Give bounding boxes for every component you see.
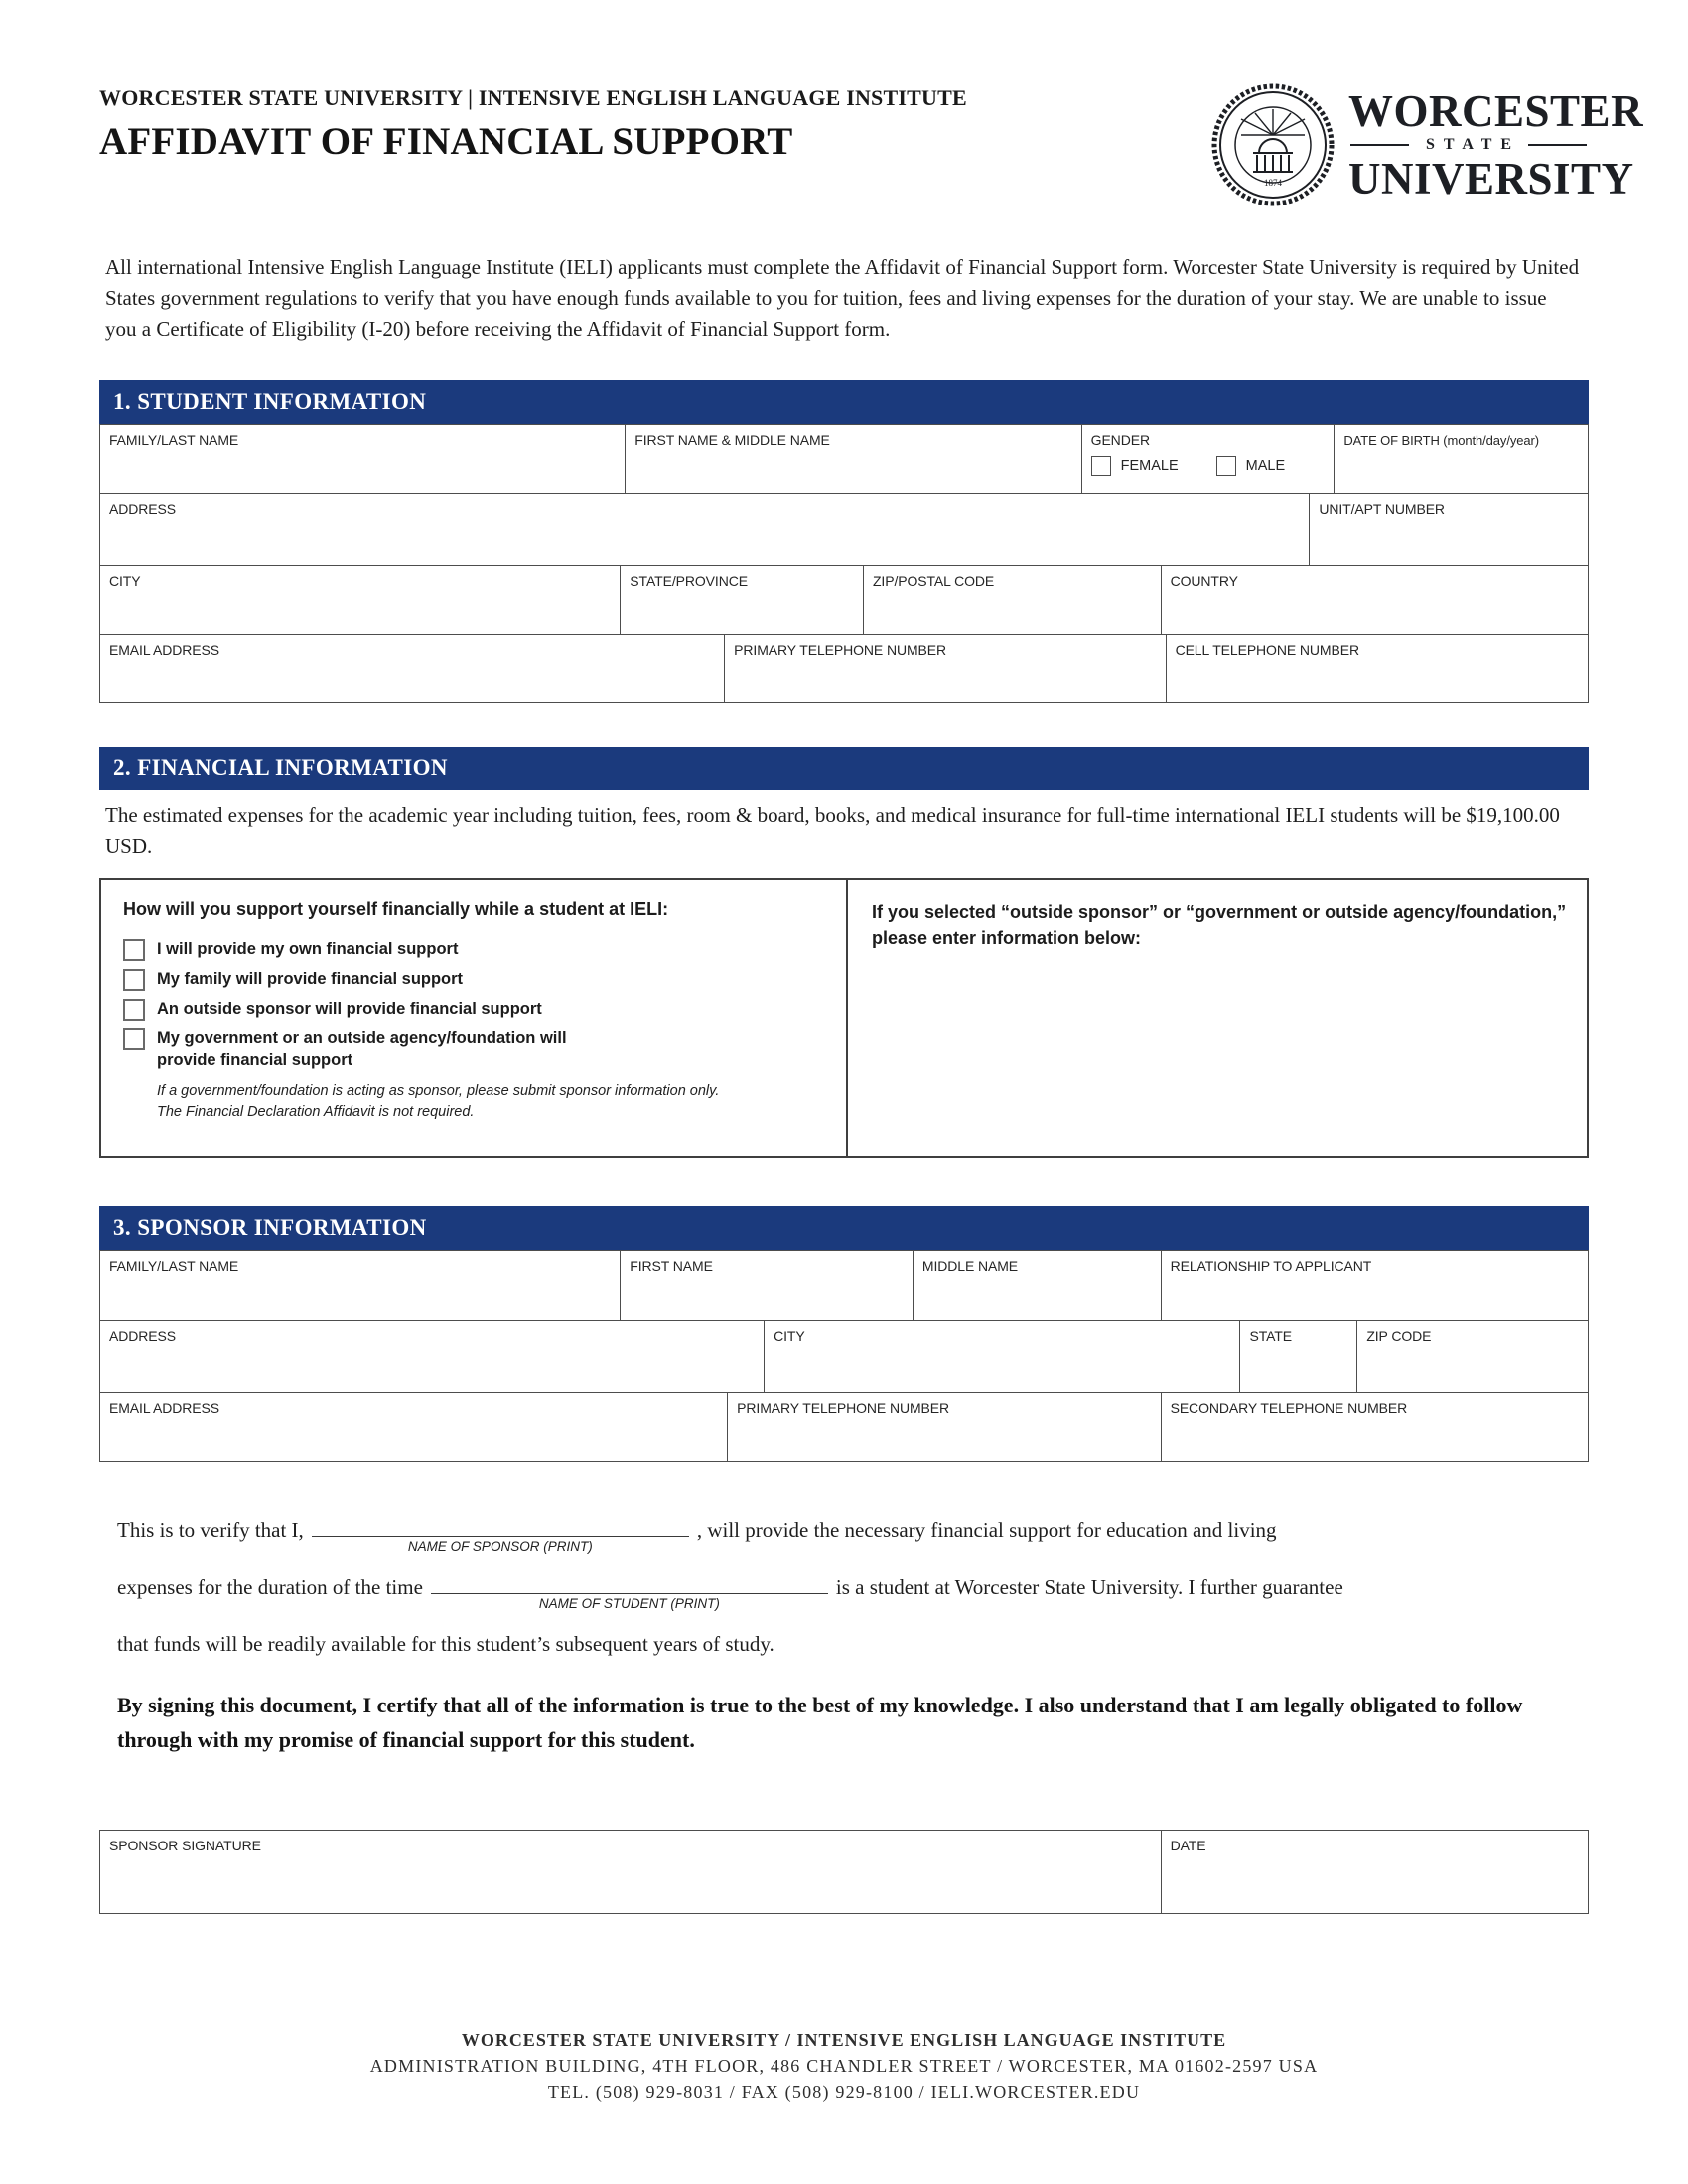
sponsor-zip-label: ZIP CODE	[1366, 1328, 1432, 1344]
dob-label: DATE OF BIRTH (month/day/year)	[1343, 433, 1539, 448]
sponsor-email-label: EMAIL ADDRESS	[109, 1400, 219, 1416]
female-checkbox[interactable]	[1091, 456, 1111, 476]
sponsor-middle-name-label: MIDDLE NAME	[921, 1258, 1019, 1274]
cell-phone-label: CELL TELEPHONE NUMBER	[1175, 642, 1359, 658]
family-support-checkbox[interactable]	[123, 969, 145, 991]
footer-address-line: ADMINISTRATION BUILDING, 4TH FLOOR, 486 CHANDLER STREET / WORCESTER, MA 01602-2597 USA	[369, 2056, 1319, 2076]
sponsor-name-blank[interactable]	[312, 1517, 689, 1554]
sponsor-signature-field[interactable]	[100, 1831, 1162, 1913]
option-government-support	[123, 1027, 828, 1071]
footer	[0, 2027, 1688, 2105]
section3-title: 3. SPONSOR INFORMATION	[113, 1215, 427, 1240]
option-label: I will provide my own financial support	[157, 940, 459, 958]
university-logo	[1211, 83, 1644, 206]
country-label: COUNTRY	[1170, 573, 1238, 589]
date-label: DATE	[1170, 1838, 1206, 1853]
address-label: ADDRESS	[109, 501, 176, 517]
email-field[interactable]	[100, 635, 725, 702]
first-middle-name-label: FIRST NAME & MIDDLE NAME	[634, 432, 830, 448]
table-row	[100, 566, 1588, 635]
financial-support-box	[99, 878, 1589, 1158]
affirmation-line2	[117, 1574, 1589, 1611]
sponsor-name-blank-label: NAME OF SPONSOR (PRINT)	[407, 1539, 593, 1554]
sponsor-city-label: CITY	[774, 1328, 805, 1344]
primary-phone-field[interactable]	[725, 635, 1166, 702]
relationship-field[interactable]	[1162, 1251, 1588, 1320]
section3-header	[99, 1206, 1589, 1250]
sponsor-entry-heading: If you selected “outside sponsor” or “government or outside agency/foundation,” please enter information below:	[872, 902, 1567, 948]
state-province-field[interactable]	[621, 566, 864, 634]
table-row	[100, 635, 1588, 703]
form-content	[99, 0, 1644, 2184]
dob-field[interactable]	[1335, 425, 1588, 493]
family-name-field[interactable]	[100, 425, 626, 493]
option-label: An outside sponsor will provide financial support	[157, 1000, 542, 1018]
affirmation-line1	[117, 1517, 1589, 1554]
own-support-checkbox[interactable]	[123, 939, 145, 961]
intro-paragraph: All international Intensive English Language Institute (IELI) applicants must complete the Affidavit of Financial Support form. Worcester State University is required by United States government regulations to verify that you have enough funds available to you for tuition, fees and living expenses for the duration of your stay. We are unable to issue you a Certificate of Eligibility (I-20) before receiving the Affidavit of Financial Support form.	[105, 255, 1580, 341]
male-label: MALE	[1245, 458, 1286, 474]
date-field[interactable]	[1162, 1831, 1588, 1913]
sponsor-primary-phone-label: PRIMARY TELEPHONE NUMBER	[737, 1400, 950, 1416]
signature-table	[99, 1830, 1589, 1914]
university-seal-icon	[1211, 83, 1335, 206]
sponsor-address-label: ADDRESS	[109, 1328, 176, 1344]
certification-statement: By signing this document, I certify that all of the information is true to the best of my knowledge. I also understand that I am legally obligated to follow through with my promise of financial support for this student.	[117, 1693, 1523, 1752]
page-title: AFFIDAVIT OF FINANCIAL SUPPORT	[99, 120, 793, 163]
option-label: My family will provide financial support	[157, 970, 464, 988]
cell-phone-field[interactable]	[1167, 635, 1588, 702]
female-label: FEMALE	[1120, 458, 1179, 474]
unit-label: UNIT/APT NUMBER	[1319, 501, 1445, 517]
table-row	[100, 1393, 1588, 1462]
family-name-label: FAMILY/LAST NAME	[109, 432, 239, 448]
primary-phone-label: PRIMARY TELEPHONE NUMBER	[734, 642, 947, 658]
sponsor-state-label: STATE	[1249, 1328, 1292, 1344]
section1-title: 1. STUDENT INFORMATION	[113, 389, 427, 414]
student-name-blank[interactable]	[431, 1574, 828, 1611]
org-line: WORCESTER STATE UNIVERSITY | INTENSIVE ENGLISH LANGUAGE INSTITUTE	[99, 85, 967, 110]
option-family-support	[123, 968, 828, 991]
support-question: How will you support yourself financially while a student at IELI:	[123, 899, 669, 919]
email-label: EMAIL ADDRESS	[109, 642, 219, 658]
sponsor-city-field[interactable]	[765, 1321, 1240, 1392]
footer-org-line: WORCESTER STATE UNIVERSITY / INTENSIVE ENGLISH LANGUAGE INSTITUTE	[461, 2030, 1227, 2050]
sponsor-middle-name-field[interactable]	[914, 1251, 1162, 1320]
wordmark-rule-left	[1350, 144, 1409, 146]
sponsor-family-name-field[interactable]	[100, 1251, 621, 1320]
sponsor-info-table	[99, 1250, 1589, 1462]
wordmark-line1: WORCESTER	[1348, 86, 1644, 136]
option-label: My government or an outside agency/foundation will provide financial support	[157, 1029, 567, 1069]
student-name-blank-label: NAME OF STUDENT (PRINT)	[538, 1596, 720, 1611]
section2-title: 2. FINANCIAL INFORMATION	[113, 755, 448, 780]
support-options	[123, 938, 828, 1071]
wordmark-rule-right	[1528, 144, 1587, 146]
affirmation-line2-post: is a student at Worcester State University. I further guarantee	[835, 1575, 1343, 1599]
government-support-checkbox[interactable]	[123, 1028, 145, 1050]
table-row	[100, 494, 1588, 566]
wordmark-line3: UNIVERSITY	[1348, 154, 1634, 204]
affirmation-line1-pre: This is to verify that I,	[117, 1518, 304, 1542]
table-row	[100, 425, 1588, 494]
sponsor-first-name-field[interactable]	[621, 1251, 914, 1320]
affirmation-line3-text: that funds will be readily available for this student’s subsequent years of study.	[117, 1632, 774, 1656]
city-field[interactable]	[100, 566, 621, 634]
gender-label: GENDER	[1090, 432, 1150, 448]
table-row	[100, 1321, 1588, 1393]
university-wordmark	[1348, 86, 1644, 204]
zip-postal-field[interactable]	[864, 566, 1162, 634]
address-field[interactable]	[100, 494, 1310, 565]
section2-header	[99, 747, 1589, 790]
student-info-table	[99, 424, 1589, 703]
sponsor-secondary-phone-field[interactable]	[1162, 1393, 1588, 1461]
city-label: CITY	[109, 573, 141, 589]
seal-year: 1874	[1264, 178, 1282, 188]
option-own-support	[123, 938, 828, 961]
sponsor-secondary-phone-label: SECONDARY TELEPHONE NUMBER	[1170, 1400, 1408, 1416]
sponsor-email-field[interactable]	[100, 1393, 728, 1461]
table-row	[100, 1831, 1588, 1914]
financial-intro: The estimated expenses for the academic year including tuition, fees, room & board, books, and medical insurance for full-time international IELI students will be $19,100.00 USD.	[105, 803, 1560, 858]
state-province-label: STATE/PROVINCE	[630, 573, 748, 589]
document-header	[99, 85, 1053, 164]
sponsor-primary-phone-field[interactable]	[728, 1393, 1161, 1461]
table-row	[100, 1251, 1588, 1321]
option-sponsor-support	[123, 998, 828, 1021]
sponsor-entry-panel[interactable]	[848, 880, 1587, 1156]
sponsor-note-line2: The Financial Declaration Affidavit is not required.	[157, 1104, 475, 1120]
affirmation-line1-post: , will provide the necessary financial support for education and living	[696, 1518, 1277, 1542]
affirmation-line2-pre: expenses for the duration of the time	[117, 1575, 423, 1599]
sponsor-signature-label: SPONSOR SIGNATURE	[109, 1838, 261, 1853]
sponsor-support-checkbox[interactable]	[123, 999, 145, 1021]
sponsor-address-field[interactable]	[100, 1321, 765, 1392]
first-middle-name-field[interactable]	[626, 425, 1081, 493]
sponsor-first-name-label: FIRST NAME	[630, 1258, 713, 1274]
wordmark-line2: STATE	[1425, 136, 1521, 153]
sponsor-family-name-label: FAMILY/LAST NAME	[109, 1258, 239, 1274]
gender-field	[1082, 425, 1336, 493]
footer-contact-line: TEL. (508) 929-8031 / FAX (508) 929-8100 / IELI.WORCESTER.EDU	[547, 2082, 1141, 2102]
male-checkbox[interactable]	[1216, 456, 1236, 476]
sponsor-zip-field[interactable]	[1357, 1321, 1588, 1392]
relationship-label: RELATIONSHIP TO APPLICANT	[1170, 1258, 1372, 1274]
affirmation-line3	[117, 1632, 1589, 1657]
section1-header	[99, 380, 1589, 424]
sponsor-note-line1: If a government/foundation is acting as sponsor, please submit sponsor information only.	[157, 1083, 720, 1099]
support-question-panel	[101, 880, 848, 1156]
sponsor-note	[157, 1081, 828, 1123]
country-field[interactable]	[1162, 566, 1588, 634]
sponsor-state-field[interactable]	[1240, 1321, 1357, 1392]
unit-field[interactable]	[1310, 494, 1588, 565]
zip-postal-label: ZIP/POSTAL CODE	[872, 573, 995, 589]
